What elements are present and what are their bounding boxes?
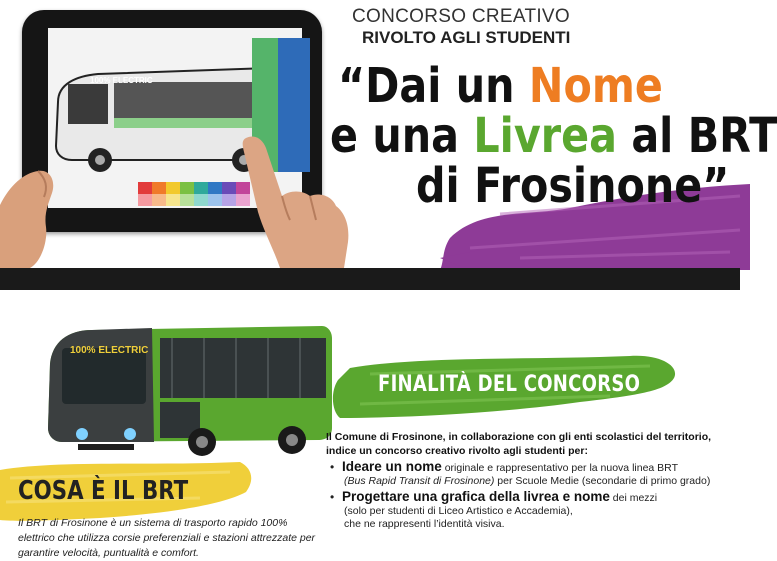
headline-text: e una bbox=[330, 108, 474, 164]
headline-word-livrea: Livrea bbox=[473, 108, 617, 164]
cosa-e-il-brt-description: Il BRT di Frosinone è un sistema di trasporto rapido 100% elettrico che utilizza corsie preferenziali e stazioni attrezzate per garantire velocità, puntualità e comfort. bbox=[18, 517, 316, 559]
section-divider bbox=[0, 268, 740, 290]
tablet-bus-label: 100% ELECTRIC bbox=[90, 76, 153, 85]
bullet-text: originale e rappresentativo per la nuova linea BRT bbox=[441, 462, 678, 474]
contest-banner bbox=[0, 0, 777, 268]
bullet-bold: Progettare una grafica della livrea e nome bbox=[342, 489, 610, 504]
bus-destination-label: 100% ELECTRIC bbox=[70, 345, 149, 356]
headline-line3: di Frosinone” bbox=[416, 158, 730, 214]
bullet-text: dei mezzi bbox=[609, 492, 658, 504]
cosa-e-il-brt-title: COSA È IL BRT bbox=[18, 476, 189, 506]
bullet-progettare-livrea bbox=[330, 490, 740, 531]
headline-line1 bbox=[338, 58, 663, 114]
bullet-sub-text: per Scuole Medie (secondarie di primo grado) bbox=[494, 475, 711, 487]
bullet-sub bbox=[330, 475, 740, 488]
bullet-sub-italic: (Bus Rapid Transit di Frosinone) bbox=[344, 475, 495, 487]
bullet-dot: • bbox=[330, 490, 335, 504]
bullet-dot: • bbox=[330, 460, 335, 474]
color-palette bbox=[138, 182, 250, 206]
headline-line2 bbox=[330, 108, 777, 164]
headline-text: “Dai un bbox=[338, 58, 529, 114]
bullet-row bbox=[330, 490, 740, 505]
headline-text: al BRT bbox=[616, 108, 777, 164]
contest-title-line1: CONCORSO CREATIVO bbox=[352, 6, 570, 27]
bullet-ideare-nome bbox=[330, 460, 740, 488]
info-section bbox=[0, 290, 740, 560]
finalita-intro: Il Comune di Frosinone, in collaborazione con gli enti scolastici del territorio, indice un concorso creativo rivolto agli studenti per: bbox=[326, 431, 712, 457]
bullet-sub: che ne rappresenti l’identità visiva. bbox=[344, 518, 505, 530]
left-hand bbox=[0, 165, 70, 268]
finalita-title: FINALITÀ DEL CONCORSO bbox=[378, 372, 641, 397]
bullet-sub: (solo per studenti di Liceo Artistico e Accademia), bbox=[344, 505, 573, 517]
bullet-bold: Ideare un nome bbox=[342, 459, 442, 474]
contest-title-line2: RIVOLTO AGLI STUDENTI bbox=[362, 28, 571, 47]
bullet-row bbox=[330, 460, 740, 475]
headline-word-nome: Nome bbox=[528, 58, 663, 114]
